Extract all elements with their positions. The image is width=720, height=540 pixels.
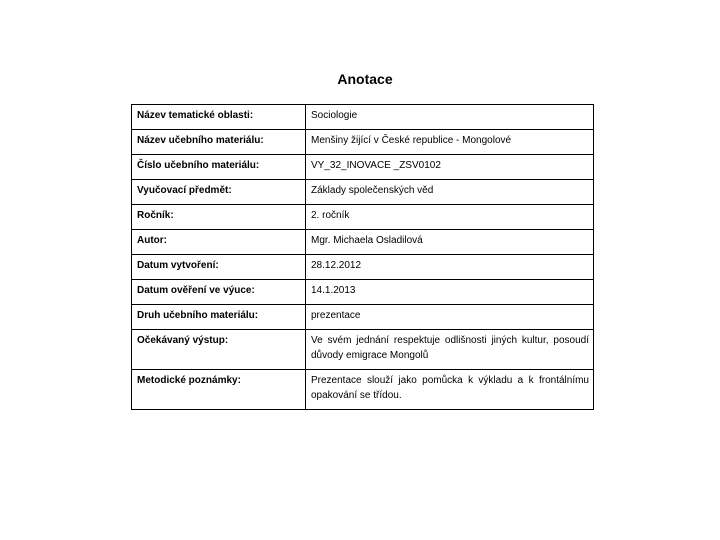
row-value-material-number: VY_32_INOVACE _ZSV0102 bbox=[306, 155, 594, 180]
row-label-date-created: Datum vytvoření: bbox=[132, 255, 306, 280]
row-value-expected-outcome: Ve svém jednání respektuje odlišnosti jiných kultur, posoudí důvody emigrace Mongolů bbox=[306, 330, 594, 370]
table-row bbox=[132, 105, 594, 130]
row-value-subject: Základy společenských věd bbox=[306, 180, 594, 205]
row-value-author: Mgr. Michaela Osladilová bbox=[306, 230, 594, 255]
table-row bbox=[132, 230, 594, 255]
table-row bbox=[132, 305, 594, 330]
row-value-grade: 2. ročník bbox=[306, 205, 594, 230]
annotation-table bbox=[131, 104, 594, 410]
row-value-date-created: 28.12.2012 bbox=[306, 255, 594, 280]
row-label-methodical-notes: Metodické poznámky: bbox=[132, 370, 306, 410]
row-label-date-verified: Datum ověření ve výuce: bbox=[132, 280, 306, 305]
row-label-expected-outcome: Očekávaný výstup: bbox=[132, 330, 306, 370]
table-row bbox=[132, 280, 594, 305]
table-row bbox=[132, 155, 594, 180]
row-label-material-number: Číslo učebního materiálu: bbox=[132, 155, 306, 180]
row-label-material-type: Druh učebního materiálu: bbox=[132, 305, 306, 330]
row-value-topic-area: Sociologie bbox=[306, 105, 594, 130]
row-value-material-type: prezentace bbox=[306, 305, 594, 330]
row-label-material-name: Název učebního materiálu: bbox=[132, 130, 306, 155]
table-row bbox=[132, 330, 594, 370]
table-row bbox=[132, 130, 594, 155]
row-value-material-name: Menšiny žijící v České republice - Mongolové bbox=[306, 130, 594, 155]
table-row bbox=[132, 255, 594, 280]
row-label-subject: Vyučovací předmět: bbox=[132, 180, 306, 205]
row-value-methodical-notes: Prezentace slouží jako pomůcka k výkladu a k frontálnímu opakování se třídou. bbox=[306, 370, 594, 410]
row-label-topic-area: Název tematické oblasti: bbox=[132, 105, 306, 130]
table-row bbox=[132, 180, 594, 205]
row-label-grade: Ročník: bbox=[132, 205, 306, 230]
row-label-author: Autor: bbox=[132, 230, 306, 255]
table-row bbox=[132, 370, 594, 410]
table-row bbox=[132, 205, 594, 230]
row-value-date-verified: 14.1.2013 bbox=[306, 280, 594, 305]
page-title: Anotace bbox=[337, 71, 393, 87]
